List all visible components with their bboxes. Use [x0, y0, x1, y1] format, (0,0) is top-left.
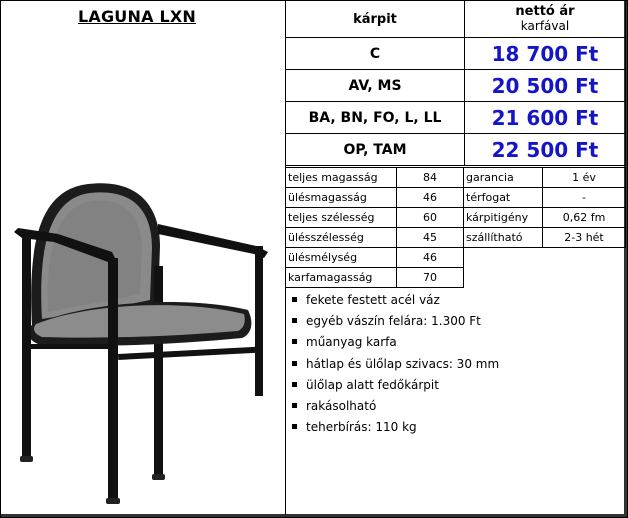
bullet-icon — [292, 339, 297, 344]
info-label: szállítható — [464, 228, 543, 248]
price-row — [286, 70, 626, 102]
bullet-icon — [292, 318, 297, 323]
price-header-row — [286, 1, 626, 38]
price-value: 20 500 Ft — [465, 70, 626, 102]
fabric-header: kárpit — [286, 1, 465, 38]
price-value: 21 600 Ft — [465, 102, 626, 134]
list-item — [289, 354, 499, 375]
info-value: 1 év — [543, 168, 626, 188]
price-row — [286, 134, 626, 166]
feature-text: hátlap és ülőlap szivacs: 30 mm — [306, 356, 500, 371]
spec-row — [286, 268, 626, 288]
fabric-code: AV, MS — [286, 70, 465, 102]
feature-text: teherbírás: 110 kg — [306, 420, 417, 435]
list-item — [289, 396, 499, 417]
spec-row — [286, 208, 626, 228]
list-item — [289, 290, 499, 311]
bullet-icon — [292, 361, 297, 366]
dimension-label: ülésmélység — [286, 248, 397, 268]
dimension-label: teljes szélesség — [286, 208, 397, 228]
info-value: 2-3 hét — [543, 228, 626, 248]
armrest-label: karfával — [520, 19, 570, 33]
feature-text: műanyag karfa — [306, 335, 397, 350]
info-value: 0,62 fm — [543, 208, 626, 228]
dimension-value: 84 — [397, 168, 464, 188]
empty-cell — [464, 248, 626, 268]
price-value: 18 700 Ft — [465, 38, 626, 70]
info-value: - — [543, 188, 626, 208]
bullet-icon — [292, 382, 297, 387]
dimension-value: 46 — [397, 188, 464, 208]
net-price-header — [465, 1, 626, 38]
price-row — [286, 38, 626, 70]
dimension-value: 70 — [397, 268, 464, 288]
fabric-code: C — [286, 38, 465, 70]
feature-text: ülőlap alatt fedőkárpit — [306, 377, 439, 392]
spec-row — [286, 168, 626, 188]
product-title: LAGUNA LXN — [78, 7, 196, 26]
info-label: garancia — [464, 168, 543, 188]
empty-cell — [464, 268, 626, 288]
specs-table — [285, 167, 626, 288]
dimension-value: 46 — [397, 248, 464, 268]
chair-image — [8, 176, 280, 506]
feature-text: rakásolható — [306, 398, 377, 413]
price-row — [286, 102, 626, 134]
dimension-label: teljes magasság — [286, 168, 397, 188]
bullet-icon — [292, 403, 297, 408]
dimension-value: 60 — [397, 208, 464, 228]
info-label: térfogat — [464, 188, 543, 208]
list-item — [289, 332, 499, 353]
spec-row — [286, 228, 626, 248]
feature-text: egyéb vászín felára: 1.300 Ft — [306, 314, 481, 329]
spec-row — [286, 188, 626, 208]
spec-row — [286, 248, 626, 268]
bullet-icon — [292, 297, 297, 302]
dimension-label: karfamagasság — [286, 268, 397, 288]
dimension-value: 45 — [397, 228, 464, 248]
net-price-label: nettó ár — [515, 4, 575, 19]
list-item — [289, 417, 499, 438]
list-item — [289, 311, 499, 332]
bullet-icon — [292, 424, 297, 429]
feature-text: fekete festett acél váz — [306, 293, 440, 307]
feature-list — [289, 290, 499, 438]
info-label: kárpitigény — [464, 208, 543, 228]
list-item — [289, 375, 499, 396]
price-value: 22 500 Ft — [465, 134, 626, 166]
price-table — [285, 0, 626, 166]
fabric-code: OP, TAM — [286, 134, 465, 166]
dimension-label: ülésszélesség — [286, 228, 397, 248]
fabric-code: BA, BN, FO, L, LL — [286, 102, 465, 134]
dimension-label: ülésmagasság — [286, 188, 397, 208]
